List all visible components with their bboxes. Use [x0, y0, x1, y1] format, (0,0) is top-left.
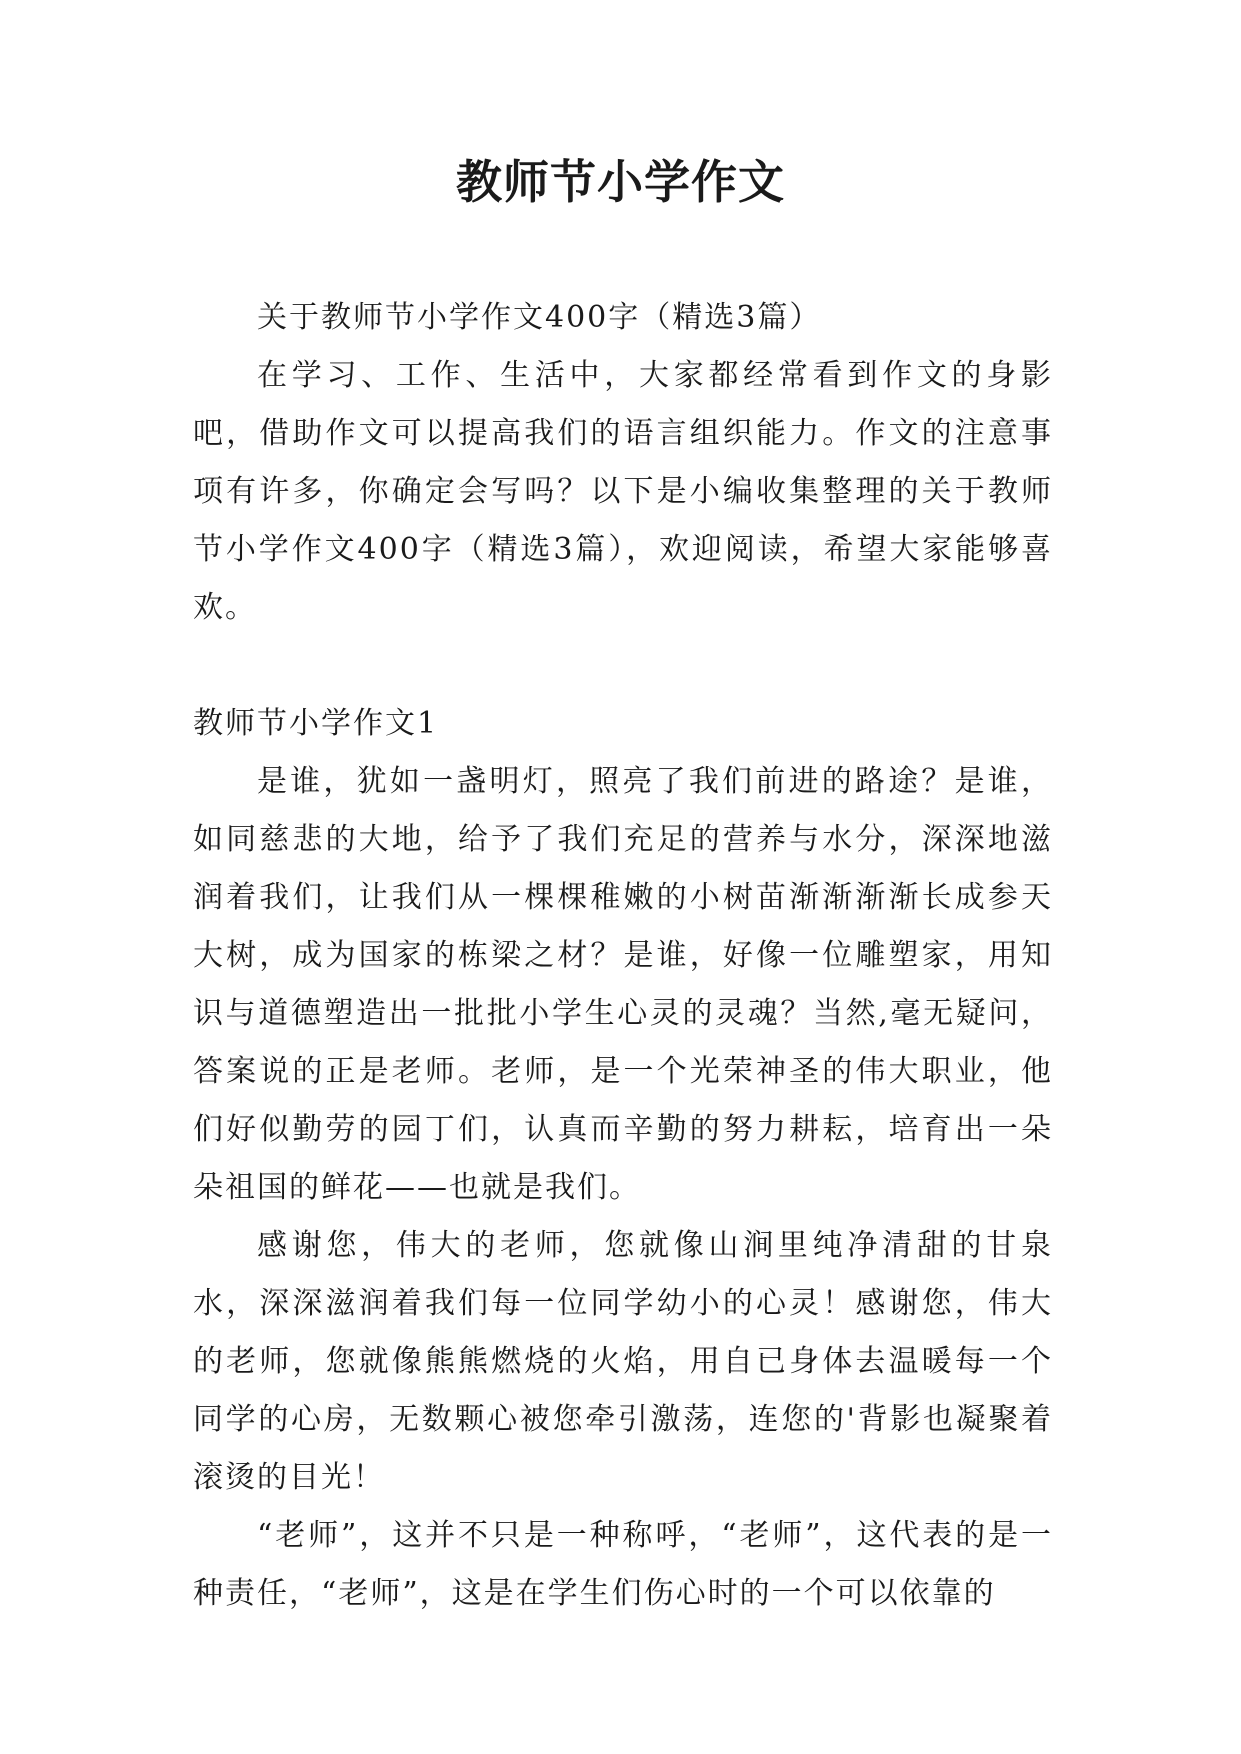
document-body: [193, 289, 1053, 1623]
document-subtitle: 关于教师节小学作文400字（精选3篇）: [257, 300, 822, 335]
document-title: 教师节小学作文: [456, 155, 785, 209]
section-heading: 教师节小学作文1: [193, 706, 439, 741]
body-paragraph: 是谁，犹如一盏明灯，照亮了我们前进的路途？是谁，如同慈悲的大地，给予了我们充足的营养与水分，深深地滋润着我们，让我们从一棵棵稚嫩的小树苗渐渐渐渐长成参天大树，成为国家的栋梁之材？是谁，好像一位雕塑家，用知识与道德塑造出一批批小学生心灵的灵魂？当然,毫无疑问，答案说的正是老师。老师，是一个光荣神圣的伟大职业，他们好似勤劳的园丁们，认真而辛勤的努力耕耘，培育出一朵朵祖国的鲜花——也就是我们。: [193, 764, 1053, 1205]
body-paragraph: 感谢您，伟大的老师，您就像山涧里纯净清甜的甘泉水，深深滋润着我们每一位同学幼小的心灵！感谢您，伟大的老师，您就像熊熊燃烧的火焰，用自已身体去温暖每一个同学的心房，无数颗心被您牵引激荡，连您的'背影也凝聚着滚烫的目光！: [193, 1228, 1053, 1495]
body-paragraph: “老师”，这并不只是一种称呼，“老师”，这代表的是一种责任，“老师”，这是在学生们伤心时的一个可以依靠的: [193, 1518, 1053, 1611]
intro-paragraph: 在学习、工作、生活中，大家都经常看到作文的身影吧，借助作文可以提高我们的语言组织能力。作文的注意事项有许多，你确定会写吗？以下是小编收集整理的关于教师节小学作文400字（精选3篇），欢迎阅读，希望大家能够喜欢。: [193, 358, 1053, 625]
